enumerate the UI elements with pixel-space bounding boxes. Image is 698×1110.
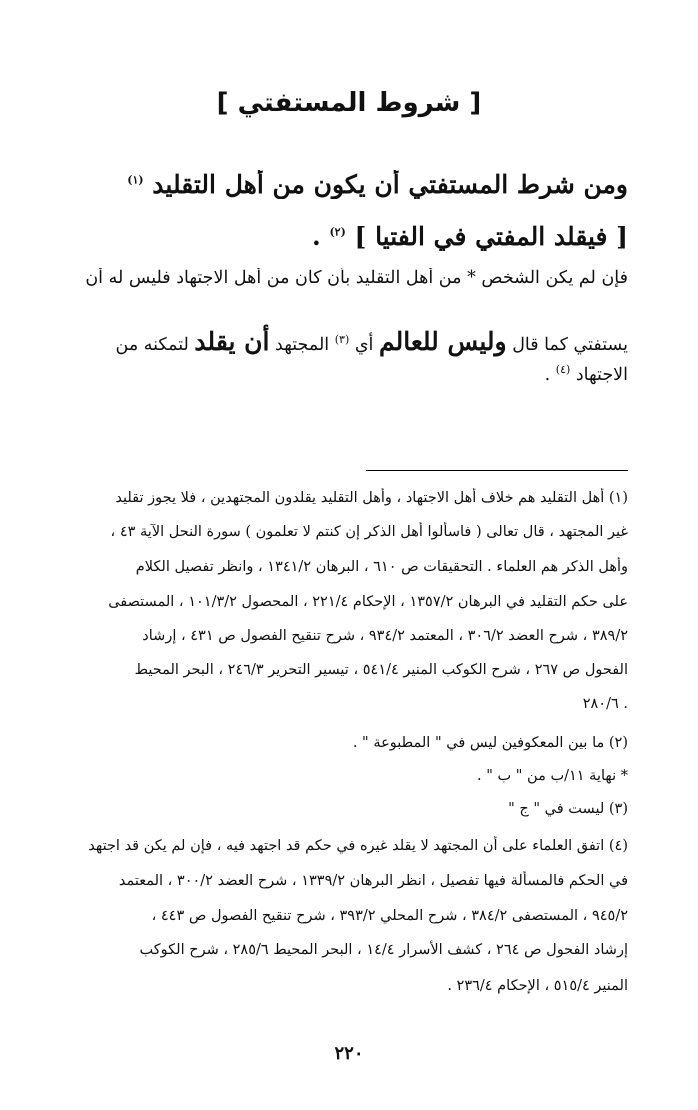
body-line-2-mid: أي (354, 334, 374, 355)
body-line-2-mid2: المجتهد (275, 334, 330, 355)
body-line-3 (68, 363, 628, 385)
condition-line-2 (68, 222, 628, 251)
footnote-line: إرشاد الفحول ص ٢٦٤ ، كشف الأسرار ١٤/٤ ، البحر المحيط ٢٨٥/٦ ، شرح الكوكب (139, 942, 628, 958)
footnote-ref-3: (٣) (334, 333, 350, 346)
footnote-line: في الحكم فالمسألة فيها تفصيل ، انظر البرهان ١٣٣٩/٢ ، شرح العضد ٣٠٠/٢ ، المعتمد (118, 873, 628, 889)
footnote-ref-1: (١) (127, 173, 144, 187)
footnote-ref-2: (٢) (329, 225, 346, 239)
body-line-2 (68, 318, 628, 367)
footnote-line: (١) أهل التقليد هم خلاف أهل الاجتهاد ، وأهل التقليد يقلدون المجتهدين ، فلا يجوز تقليد (115, 490, 628, 506)
footnote-ref-4: (٤) (555, 363, 571, 376)
footnote-line: (٤) اتفق العلماء على أن المجتهد لا يقلد غيره في حكم قد اجتهد فيه ، فإن لم يكن قد اجتهد (88, 838, 628, 854)
footnote-separator (366, 470, 628, 471)
condition-line-1-text: ومن شرط المستفتي أن يكون من أهل التقليد (152, 170, 628, 199)
footnote-line: (٣) ليست في " ج " (508, 801, 628, 817)
section-heading: [ شروط المستفتي ] (216, 88, 482, 118)
body-line-2-end: لتمكنه من (115, 334, 189, 355)
footnote-line: على حكم التقليد في البرهان ١٣٥٧/٢ ، الإحكام ٢٢١/٤ ، المحصول ١٠١/٣/٢ ، المستصفى (108, 594, 628, 610)
quoted-text-2: أن يقلد (194, 326, 270, 356)
footnote-line: (٢) ما بين المعكوفين ليس في " المطبوعة " . (352, 735, 628, 751)
footnote-line: * نهاية ١١/ب من " ب " . (477, 768, 628, 784)
footnote-line: المنير ٥١٥/٤ ، الإحكام ٢٣٦/٤ . (447, 978, 628, 994)
quoted-text-1: وليس للعالم (378, 326, 507, 356)
footnote-line: وأهل الذكر هم العلماء . التحقيقات ص ٦١٠ ، البرهان ١٣٤١/٢ ، وانظر تفصيل الكلام (135, 559, 628, 575)
footnote-line: الفحول ص ٢٦٧ ، شرح الكوكب المنير ٥٤١/٤ ، تيسير التحرير ٢٤٦/٣ ، البحر المحيط (134, 662, 628, 678)
body-line-3-end: . (544, 364, 551, 385)
footnote-line: ٣٨٩/٢ ، شرح العضد ٣٠٦/٢ ، المعتمد ٩٣٤/٢ ، شرح تنقيح الفصول ص ٤٣١ ، إرشاد (142, 628, 628, 644)
condition-line-2-text: [ فيقلد المفتي في الفتيا ] (354, 222, 628, 251)
page-number: ٢٢٠ (334, 1043, 364, 1064)
footnote-line: ٩٤٥/٢ ، المستصفى ٣٨٤/٢ ، شرح المحلي ٣٩٣/٢ ، شرح تنقيح الفصول ص ٤٤٣ ، (151, 908, 628, 924)
condition-line-2-end: . (312, 222, 321, 251)
body-line-2-start: يستفتي كما قال (512, 334, 628, 355)
footnote-line: غير المجتهد ، قال تعالى ( فاسألوا أهل الذكر إن كنتم لا تعلمون ) سورة النحل الآية ٤٣ ، (110, 524, 628, 540)
footnote-line: . ٢٨٠/٦ (582, 696, 628, 712)
body-line-3-text: الاجتهاد (575, 364, 628, 385)
condition-line-1 (68, 170, 628, 199)
body-line-1: فإن لم يكن الشخص * من أهل التقليد بأن كان من أهل الاجتهاد فليس له أن (85, 268, 628, 288)
